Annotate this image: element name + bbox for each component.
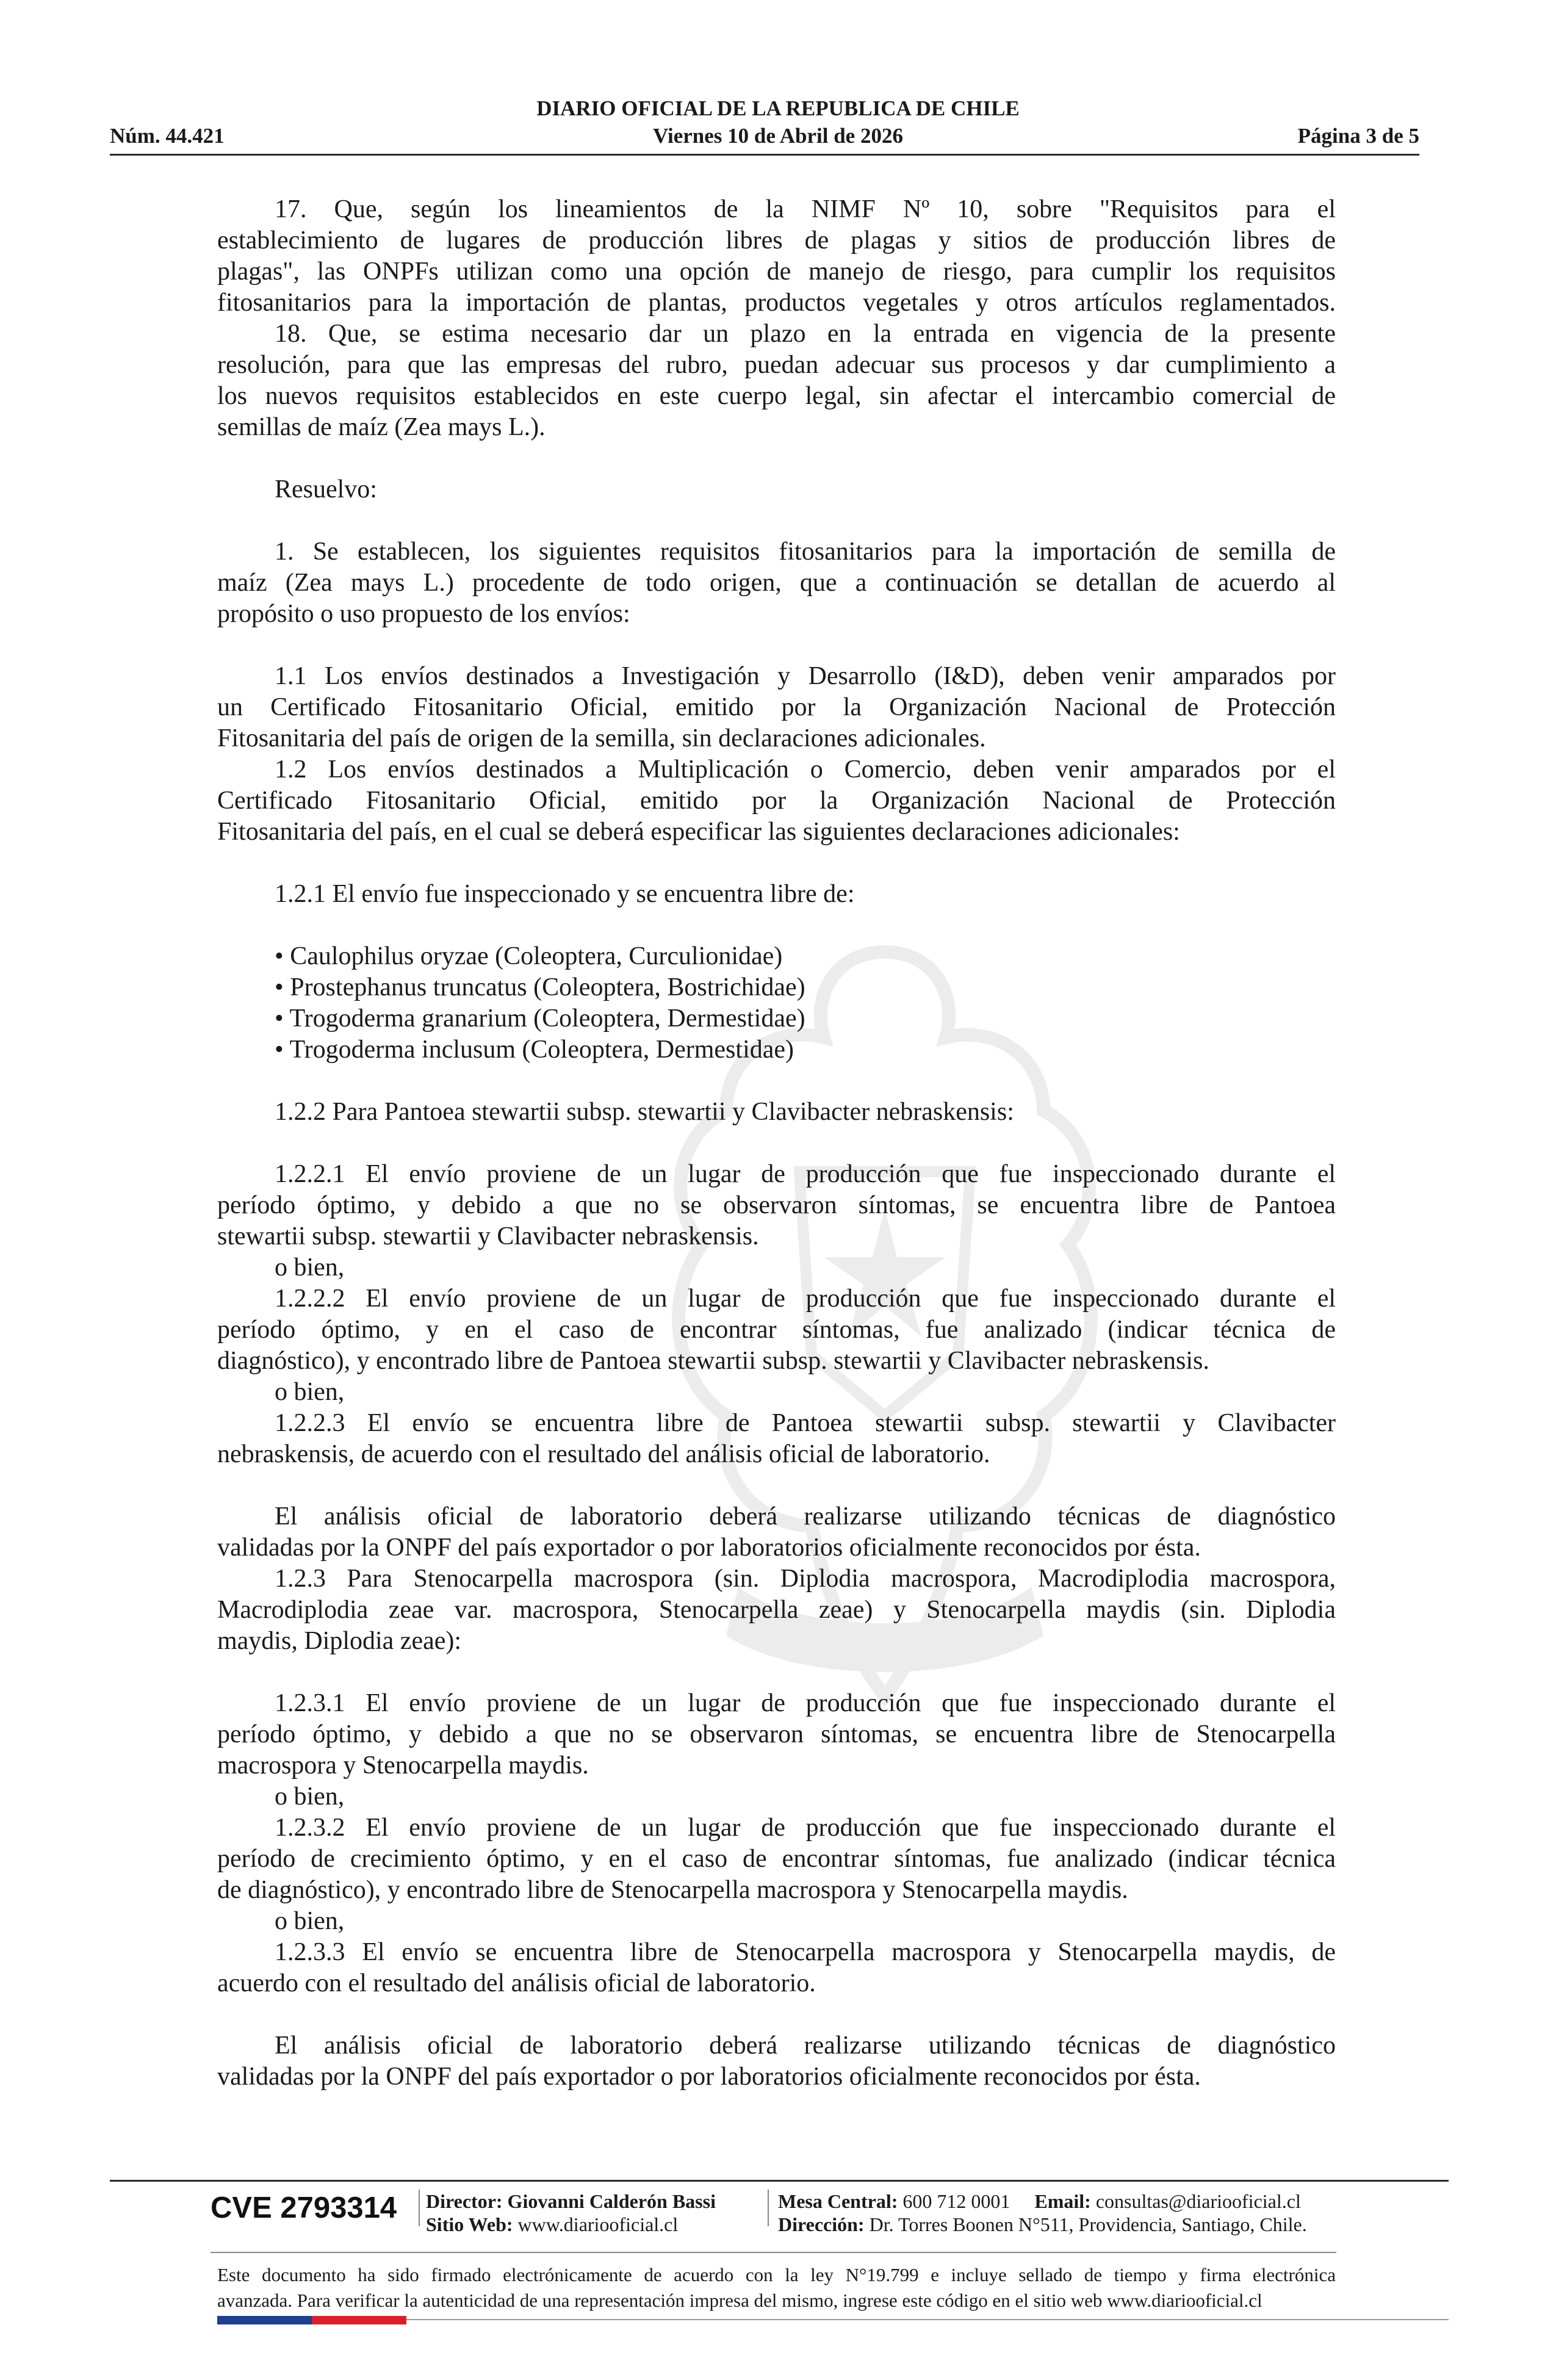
signature-note-line: Este documento ha sido firmado electrónicamente de acuerdo con la ley N°19.799 e incluye sellado de tiempo y firma electrónica [217, 2264, 1336, 2285]
header-divider [110, 154, 1419, 156]
footer-contact [778, 2190, 1307, 2236]
director-label: Director: [426, 2190, 503, 2212]
body-line: o bien, [275, 1907, 345, 1935]
document-body [217, 194, 1336, 2093]
site-label: Sitio Web: [426, 2213, 513, 2235]
body-line: fitosanitarios para la importación de plantas, productos vegetales y otros artículos reglamentados. [217, 289, 1336, 317]
body-line: período óptimo, y debido a que no se observaron síntomas, se encuentra libre de Pantoea [217, 1191, 1336, 1219]
flag-stripe-red [312, 2316, 406, 2324]
body-line: plagas", las ONPFs utilizan como una opción de manejo de riesgo, para cumplir los requisitos [217, 258, 1336, 286]
body-line: macrospora y Stenocarpella maydis. [217, 1751, 589, 1780]
paragraph-spacer [217, 1657, 1336, 1688]
footer-bottom-rule [406, 2319, 1449, 2320]
body-line: Fitosanitaria del país, en el cual se deberá especificar las siguientes declaraciones adicionales: [217, 818, 1180, 846]
body-line: de diagnóstico), y encontrado libre de Stenocarpella macrospora y Stenocarpella maydis. [217, 1876, 1128, 1904]
signature-note [217, 2262, 1336, 2313]
body-line: 17. Que, según los lineamientos de la NIMF Nº 10, sobre "Requisitos para el [275, 195, 1336, 223]
body-line: período óptimo, y en el caso de encontrar síntomas, fue analizado (indicar técnica de [217, 1316, 1336, 1344]
email-label: Email: [1034, 2190, 1091, 2212]
body-line: • Prostephanus truncatus (Coleoptera, Bostrichidae) [275, 973, 805, 1001]
footer-divider [110, 2180, 1449, 2182]
body-line: 1.2.2.1 El envío proviene de un lugar de producción que fue inspeccionado durante el [275, 1160, 1336, 1188]
email-address[interactable]: consultas@diariooficial.cl [1095, 2190, 1301, 2212]
cve-code: CVE 2793314 [211, 2191, 397, 2224]
body-line: período óptimo, y debido a que no se observaron síntomas, se encuentra libre de Stenocarpella [217, 1720, 1336, 1748]
footer-separator [768, 2190, 769, 2226]
body-line: los nuevos requisitos establecidos en este cuerpo legal, sin afectar el intercambio comercial de [217, 382, 1336, 410]
footer-separator [419, 2190, 420, 2226]
body-line: El análisis oficial de laboratorio deberá realizarse utilizando técnicas de diagnóstico [275, 2032, 1336, 2060]
paragraph-spacer [217, 910, 1336, 941]
body-line: Resuelvo: [275, 475, 377, 503]
body-line: período de crecimiento óptimo, y en el caso de encontrar síntomas, fue analizado (indicar técnica [217, 1845, 1336, 1873]
site-url[interactable]: www.diariooficial.cl [517, 2213, 679, 2235]
body-line: validadas por la ONPF del país exportador o por laboratorios oficialmente reconocidos por ésta. [217, 1534, 1201, 1562]
paragraph-spacer [217, 630, 1336, 661]
body-line: semillas de maíz (Zea mays L.). [217, 413, 546, 441]
body-line: resolución, para que las empresas del rubro, puedan adecuar sus procesos y dar cumplimiento a [217, 351, 1336, 379]
body-line: o bien, [275, 1378, 345, 1406]
page-indicator: Página 3 de 5 [1297, 124, 1419, 148]
paragraph-spacer [217, 1128, 1336, 1159]
body-line: 1.2.3.3 El envío se encuentra libre de Stenocarpella macrospora y Stenocarpella maydis, de [275, 1938, 1336, 1966]
body-line: 1.2.2 Para Pantoea stewartii subsp. stewartii y Clavibacter nebraskensis: [275, 1098, 1014, 1126]
body-line: • Trogoderma inclusum (Coleoptera, Dermestidae) [275, 1036, 794, 1064]
body-line: 1.2.3 Para Stenocarpella macrospora (sin. Diplodia macrospora, Macrodiplodia macrospora, [275, 1565, 1336, 1593]
paragraph-spacer [217, 443, 1336, 474]
body-line: 1.2.3.1 El envío proviene de un lugar de producción que fue inspeccionado durante el [275, 1689, 1336, 1717]
phone-label: Mesa Central: [778, 2190, 898, 2212]
body-line: 1. Se establecen, los siguientes requisitos fitosanitarios para la importación de semilla de [275, 538, 1336, 566]
body-line: validadas por la ONPF del país exportador o por laboratorios oficialmente reconocidos por ésta. [217, 2063, 1201, 2091]
paragraph-spacer [217, 1470, 1336, 1501]
body-line: un Certificado Fitosanitario Oficial, emitido por la Organización Nacional de Protección [217, 693, 1336, 721]
body-line: Certificado Fitosanitario Oficial, emitido por la Organización Nacional de Protección [217, 787, 1336, 815]
paragraph-spacer [217, 1999, 1336, 2030]
body-line: acuerdo con el resultado del análisis oficial de laboratorio. [217, 1969, 816, 1997]
issue-date: Viernes 10 de Abril de 2026 [653, 124, 903, 148]
body-line: 1.2.2.2 El envío proviene de un lugar de producción que fue inspeccionado durante el [275, 1285, 1336, 1313]
body-line: 1.2.1 El envío fue inspeccionado y se encuentra libre de: [275, 880, 855, 908]
body-line: o bien, [275, 1253, 345, 1282]
body-line: El análisis oficial de laboratorio deberá realizarse utilizando técnicas de diagnóstico [275, 1502, 1336, 1531]
body-line: maíz (Zea mays L.) procedente de todo origen, que a continuación se detallan de acuerdo al [217, 569, 1336, 597]
body-line: • Trogoderma granarium (Coleoptera, Dermestidae) [275, 1004, 805, 1033]
issue-number: Núm. 44.421 [110, 124, 225, 148]
signature-note-line: avanzada. Para verificar la autenticidad de una representación impresa del mismo, ingrese este código en el sitio web www.diariooficial.cl [217, 2290, 1262, 2311]
body-line: Fitosanitaria del país de origen de la semilla, sin declaraciones adicionales. [217, 724, 986, 752]
gazette-title: DIARIO OFICIAL DE LA REPUBLICA DE CHILE [536, 96, 1020, 120]
body-line: propósito o uso propuesto de los envíos: [217, 600, 630, 628]
paragraph-spacer [217, 1066, 1336, 1097]
body-line: Macrodiplodia zeae var. macrospora, Stenocarpella zeae) y Stenocarpella maydis (sin. Diplodia [217, 1596, 1336, 1624]
paragraph-spacer [217, 848, 1336, 879]
footer-inner-divider [211, 2252, 1336, 2253]
paragraph-spacer [217, 505, 1336, 536]
address-text: Dr. Torres Boonen N°511, Providencia, Santiago, Chile. [869, 2213, 1307, 2235]
body-line: nebraskensis, de acuerdo con el resultado del análisis oficial de laboratorio. [217, 1440, 990, 1468]
body-line: 18. Que, se estima necesario dar un plazo en la entrada en vigencia de la presente [275, 320, 1336, 348]
body-line: stewartii subsp. stewartii y Clavibacter nebraskensis. [217, 1222, 759, 1250]
body-line: 1.1 Los envíos destinados a Investigación y Desarrollo (I&D), deben venir amparados por [275, 662, 1336, 690]
body-line: 1.2.2.3 El envío se encuentra libre de Pantoea stewartii subsp. stewartii y Clavibacter [275, 1409, 1336, 1437]
footer-director [426, 2190, 716, 2236]
director-name: Giovanni Calderón Bassi [507, 2190, 716, 2212]
body-line: diagnóstico), y encontrado libre de Pantoea stewartii subsp. stewartii y Clavibacter nebraskensis. [217, 1347, 1209, 1375]
body-line: 1.2 Los envíos destinados a Multiplicación o Comercio, deben venir amparados por el [275, 755, 1336, 784]
phone-number: 600 712 0001 [902, 2190, 1010, 2212]
body-line: 1.2.3.2 El envío proviene de un lugar de producción que fue inspeccionado durante el [275, 1814, 1336, 1842]
body-line: o bien, [275, 1783, 345, 1811]
body-line: • Caulophilus oryzae (Coleoptera, Curculionidae) [275, 942, 783, 970]
body-line: establecimiento de lugares de producción libres de plagas y sitios de producción libres de [217, 226, 1336, 254]
flag-stripe-blue [217, 2316, 312, 2324]
address-label: Dirección: [778, 2213, 865, 2235]
body-line: maydis, Diplodia zeae): [217, 1627, 462, 1655]
